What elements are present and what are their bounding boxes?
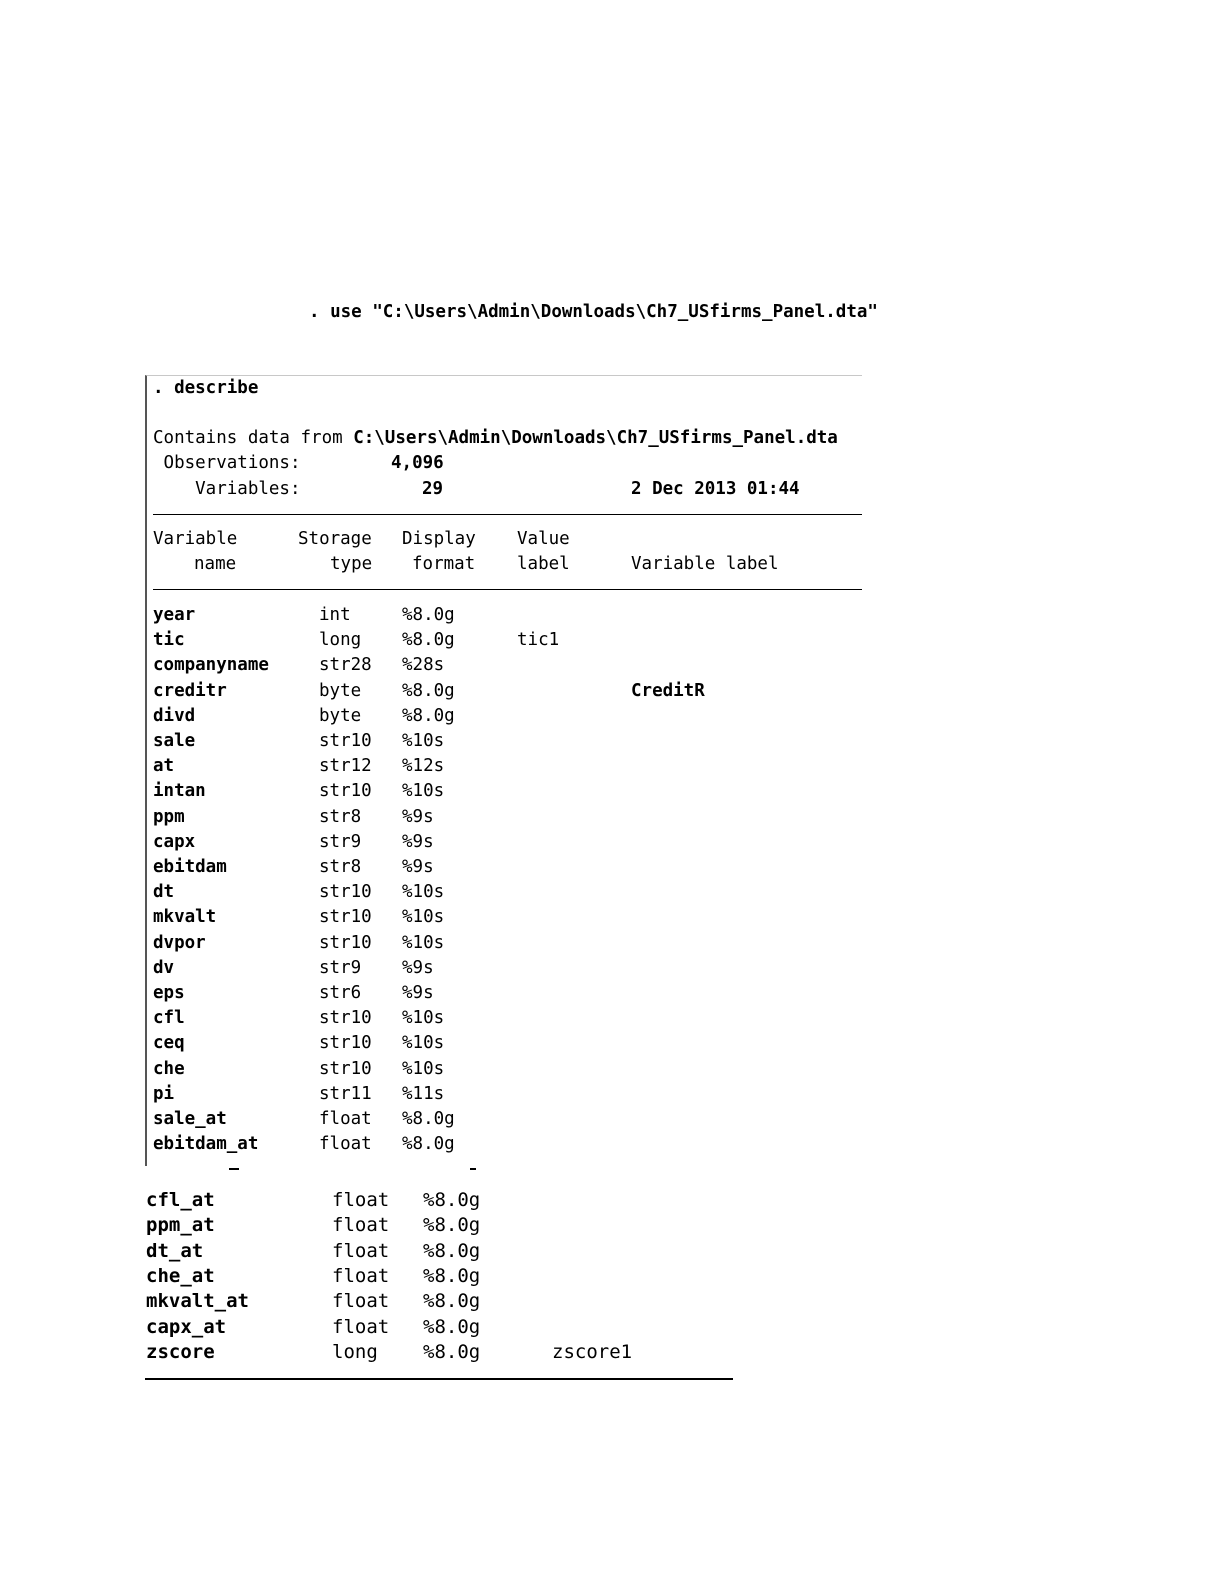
display-format: %10s bbox=[402, 1058, 445, 1079]
display-format: %10s bbox=[402, 781, 445, 802]
header-value: Value bbox=[517, 529, 570, 549]
variable-name: mkvalt bbox=[153, 907, 217, 928]
storage-type: str8 bbox=[319, 806, 362, 827]
variable-name: tic bbox=[153, 630, 185, 651]
table-row bbox=[153, 880, 853, 906]
storage-type: byte bbox=[319, 705, 362, 726]
display-format: %8.0g bbox=[423, 1315, 481, 1338]
display-format: %10s bbox=[402, 1008, 445, 1029]
storage-type: str6 bbox=[319, 983, 362, 1003]
storage-type: str10 bbox=[319, 882, 372, 903]
describe-command: . describe bbox=[153, 378, 259, 398]
display-format: %8.0g bbox=[423, 1189, 481, 1211]
display-format: %8.0g bbox=[423, 1239, 481, 1262]
variable-name: dt_at bbox=[146, 1239, 204, 1262]
table-row bbox=[153, 830, 853, 856]
table-row bbox=[146, 1239, 736, 1265]
table-row bbox=[146, 1340, 736, 1366]
variable-name: mkvalt_at bbox=[146, 1290, 249, 1313]
storage-type: float bbox=[319, 1134, 372, 1155]
observations-label: Observations: bbox=[153, 453, 301, 473]
table-row bbox=[153, 628, 853, 654]
storage-type: float bbox=[332, 1214, 390, 1237]
storage-type: byte bbox=[319, 680, 362, 701]
table-row bbox=[153, 855, 853, 881]
display-format: %8.0g bbox=[423, 1214, 481, 1237]
variable-name: divd bbox=[153, 705, 196, 726]
variables-line bbox=[153, 477, 853, 503]
variable-name: dvpor bbox=[153, 932, 206, 953]
table-row bbox=[153, 779, 853, 805]
storage-type: str8 bbox=[319, 857, 362, 877]
storage-type: str9 bbox=[319, 957, 362, 978]
header-row-1 bbox=[153, 527, 853, 553]
variable-name: cfl bbox=[153, 1008, 185, 1029]
header-name: name bbox=[194, 554, 237, 574]
table-row bbox=[153, 1082, 853, 1108]
header-top-rule bbox=[153, 514, 862, 515]
table-row bbox=[153, 1107, 853, 1133]
cropped-underscore-mark bbox=[229, 1168, 239, 1170]
table-row bbox=[153, 1006, 853, 1032]
storage-type: float bbox=[332, 1239, 390, 1262]
observations-line bbox=[153, 451, 853, 477]
variable-name: capx bbox=[153, 831, 196, 852]
display-format: %8.0g bbox=[402, 605, 455, 625]
storage-type: str28 bbox=[319, 655, 372, 676]
variables-value: 29 bbox=[422, 479, 444, 499]
table-row bbox=[146, 1264, 736, 1290]
storage-type: str11 bbox=[319, 1083, 372, 1104]
storage-type: float bbox=[332, 1264, 390, 1287]
storage-type: str10 bbox=[319, 1033, 372, 1054]
variable-name: intan bbox=[153, 781, 206, 802]
variable-name: at bbox=[153, 756, 175, 777]
table-row bbox=[153, 1031, 853, 1057]
header-variable-label: Variable label bbox=[631, 554, 779, 574]
table-row bbox=[153, 679, 853, 705]
display-format: %8.0g bbox=[402, 630, 455, 651]
table-row bbox=[153, 704, 853, 730]
storage-type: str10 bbox=[319, 1058, 372, 1079]
table-row bbox=[153, 905, 853, 931]
variable-name: year bbox=[153, 605, 196, 625]
table-bottom-rule bbox=[145, 1378, 733, 1380]
variable-name: sale bbox=[153, 731, 196, 751]
variable-name: zscore bbox=[146, 1340, 215, 1363]
header-row-2 bbox=[153, 552, 853, 578]
storage-type: str9 bbox=[319, 831, 362, 852]
observations-value: 4,096 bbox=[391, 453, 444, 473]
header-storage: Storage bbox=[298, 529, 372, 549]
table-row bbox=[153, 805, 853, 831]
table-row bbox=[153, 931, 853, 957]
header-bottom-rule bbox=[153, 589, 862, 590]
storage-type: float bbox=[332, 1315, 390, 1338]
variable-name: pi bbox=[153, 1083, 175, 1104]
storage-type: str10 bbox=[319, 781, 372, 802]
describe-output-continued bbox=[145, 1168, 745, 1398]
variable-name: ppm bbox=[153, 806, 185, 827]
value-label: zscore1 bbox=[552, 1340, 633, 1363]
display-format: %9s bbox=[402, 957, 434, 978]
display-format: %8.0g bbox=[423, 1264, 481, 1287]
display-format: %8.0g bbox=[423, 1340, 481, 1363]
table-row bbox=[153, 981, 853, 1007]
storage-type: str10 bbox=[319, 932, 372, 953]
storage-type: str12 bbox=[319, 756, 372, 777]
table-row bbox=[153, 956, 853, 982]
display-format: %10s bbox=[402, 882, 445, 903]
table-row bbox=[146, 1213, 736, 1239]
variable-name: companyname bbox=[153, 655, 269, 676]
display-format: %10s bbox=[402, 731, 445, 751]
header-display: Display bbox=[402, 529, 476, 549]
contains-path: C:\Users\Admin\Downloads\Ch7_USfirms_Panel.dta bbox=[353, 428, 838, 448]
display-format: %11s bbox=[402, 1083, 445, 1104]
variable-label: CreditR bbox=[631, 680, 705, 701]
display-format: %9s bbox=[402, 831, 434, 852]
table-row bbox=[153, 1057, 853, 1083]
header-variable: Variable bbox=[153, 529, 238, 549]
table-row bbox=[146, 1315, 736, 1341]
contains-label: Contains data from bbox=[153, 428, 354, 448]
variable-name: che bbox=[153, 1058, 185, 1079]
table-row bbox=[153, 603, 853, 629]
variable-name: ppm_at bbox=[146, 1214, 215, 1237]
cropped-underscore-mark bbox=[470, 1168, 476, 1170]
display-format: %8.0g bbox=[402, 1134, 455, 1155]
variable-name: sale_at bbox=[153, 1109, 227, 1129]
storage-type: long bbox=[332, 1340, 378, 1363]
storage-type: int bbox=[319, 605, 351, 625]
display-format: %10s bbox=[402, 1033, 445, 1054]
table-row bbox=[153, 729, 853, 755]
storage-type: float bbox=[319, 1109, 372, 1129]
storage-type: str10 bbox=[319, 1008, 372, 1029]
table-row bbox=[146, 1188, 736, 1214]
display-format: %10s bbox=[402, 907, 445, 928]
use-command-line: . use "C:\Users\Admin\Downloads\Ch7_USfirms_Panel.dta" bbox=[309, 302, 878, 322]
variable-name: dt bbox=[153, 882, 175, 903]
display-format: %9s bbox=[402, 806, 434, 827]
storage-type: float bbox=[332, 1290, 390, 1313]
display-format: %8.0g bbox=[402, 1109, 455, 1129]
display-format: %8.0g bbox=[402, 705, 455, 726]
data-timestamp: 2 Dec 2013 01:44 bbox=[631, 479, 800, 499]
variable-name: creditr bbox=[153, 680, 227, 701]
header-type: type bbox=[330, 554, 373, 574]
variable-name: ceq bbox=[153, 1033, 185, 1054]
storage-type: str10 bbox=[319, 907, 372, 928]
display-format: %8.0g bbox=[423, 1290, 481, 1313]
storage-type: float bbox=[332, 1189, 390, 1211]
variables-label: Variables: bbox=[153, 479, 301, 499]
table-row bbox=[146, 1289, 736, 1315]
variable-name: ebitdam_at bbox=[153, 1134, 259, 1155]
variable-name: capx_at bbox=[146, 1315, 227, 1338]
table-row bbox=[153, 653, 853, 679]
display-format: %28s bbox=[402, 655, 445, 676]
header-label: label bbox=[517, 554, 570, 574]
display-format: %10s bbox=[402, 932, 445, 953]
value-label: tic1 bbox=[517, 630, 560, 651]
header-format: format bbox=[412, 554, 476, 574]
variable-name: dv bbox=[153, 957, 175, 978]
table-row bbox=[153, 1132, 853, 1158]
table-row bbox=[153, 754, 853, 780]
describe-output-panel bbox=[145, 375, 862, 1166]
contains-line bbox=[153, 426, 838, 452]
display-format: %8.0g bbox=[402, 680, 455, 701]
display-format: %9s bbox=[402, 857, 434, 877]
storage-type: str10 bbox=[319, 731, 372, 751]
storage-type: long bbox=[319, 630, 362, 651]
variable-name: ebitdam bbox=[153, 857, 227, 877]
display-format: %9s bbox=[402, 983, 434, 1003]
display-format: %12s bbox=[402, 756, 445, 777]
variable-name: cfl_at bbox=[146, 1189, 215, 1211]
variable-name: che_at bbox=[146, 1264, 215, 1287]
variable-name: eps bbox=[153, 983, 185, 1003]
